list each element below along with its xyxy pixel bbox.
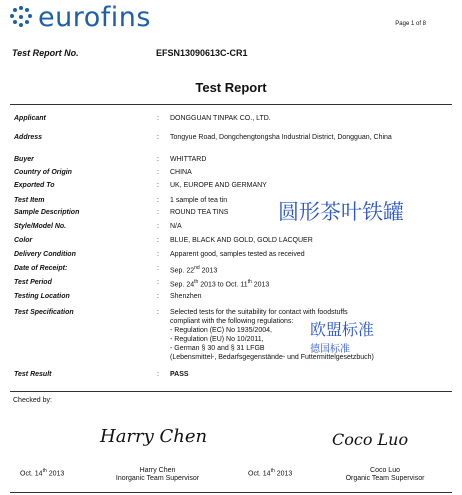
field-label: Buyer [14, 156, 34, 163]
field-value: ROUND TEA TINS [170, 209, 229, 216]
annotation-eu-standard: 欧盟标准 [310, 320, 375, 339]
field-colon: : [157, 279, 159, 286]
spec-line: Selected tests for the suitability for contact with foodstuffs [170, 309, 348, 316]
spec-line: - Regulation (EU) No 10/2011, [170, 336, 264, 343]
field-label: Style/Model No. [14, 223, 67, 230]
field-label: Color [14, 237, 33, 244]
left-signer-role: Inorganic Team Supervisor [115, 475, 200, 482]
spec-line: - Regulation (EC) No 1935/2004, [170, 327, 272, 334]
footer-divider [10, 492, 452, 493]
field-colon: : [157, 134, 159, 141]
field-value: Sep. 22nd 2013 [170, 265, 218, 275]
field-colon: : [157, 197, 159, 204]
spec-line: compliant with the following regulations: [170, 318, 294, 325]
field-value: Sep. 24th 2013 to Oct. 11th 2013 [170, 279, 270, 289]
field-label: Test Specification [14, 309, 74, 316]
right-date: Oct. 14th 2013 [248, 468, 293, 478]
field-label: Applicant [14, 115, 46, 122]
right-signer-role: Organic Team Supervisor [345, 475, 425, 482]
field-value: DONGGUAN TINPAK CO., LTD. [170, 115, 271, 122]
field-label: Address [14, 134, 43, 141]
left-signer-name: Harry Chen [139, 467, 176, 474]
field-colon: : [157, 223, 159, 230]
field-label: Delivery Condition [14, 251, 76, 258]
field-colon: : [157, 182, 159, 189]
field-label: Test Result [14, 371, 52, 378]
right-signer [330, 467, 440, 483]
field-label: Exported To [14, 182, 55, 189]
field-label: Date of Receipt: [14, 265, 68, 272]
field-value: WHITTARD [170, 156, 207, 163]
field-value: UK, EUROPE AND GERMANY [170, 182, 267, 189]
report-no-label: Test Report No. [12, 48, 79, 58]
field-colon: : [157, 265, 159, 272]
brand-name: eurofins [38, 2, 151, 33]
field-colon: : [157, 115, 159, 122]
eurofins-logo-icon [10, 6, 32, 28]
field-colon: : [157, 169, 159, 176]
checked-by-label: Checked by: [13, 397, 52, 404]
spec-line: - German § 30 and § 31 LFGB [170, 345, 265, 352]
field-colon: : [157, 309, 159, 316]
field-colon: : [157, 293, 159, 300]
field-colon: : [157, 209, 159, 216]
report-number: EFSN13090613C-CR1 [156, 48, 248, 58]
field-value: N/A [170, 223, 182, 230]
field-value: Tongyue Road, Dongchengtongsha Industrial District, Dongguan, China [170, 134, 392, 141]
field-label: Sample Description [14, 209, 80, 216]
field-value: Shenzhen [170, 293, 202, 300]
page-title: Test Report [195, 80, 267, 95]
field-colon: : [157, 251, 159, 258]
field-colon: : [157, 156, 159, 163]
field-colon: : [157, 371, 159, 378]
signature-coco-luo: Coco Luo [332, 430, 409, 449]
field-label: Country of Origin [14, 169, 72, 176]
result-value: PASS [170, 371, 189, 378]
field-label: Test Period [14, 279, 52, 286]
field-colon: : [157, 237, 159, 244]
field-label: Test Item [14, 197, 45, 204]
field-label: Testing Location [14, 293, 70, 300]
signature-harry-chen: Harry Chen [100, 426, 208, 447]
page-number: Page 1 of 8 [395, 21, 426, 27]
field-value: BLUE, BLACK AND GOLD, GOLD LACQUER [170, 237, 313, 244]
field-value: CHINA [170, 169, 192, 176]
left-date: Oct. 14th 2013 [20, 468, 65, 478]
spec-line: (Lebensmittel-, Bedarfsgegenstände- und Futtermittelgesetzbuch) [170, 354, 374, 361]
field-value: 1 sample of tea tin [170, 197, 228, 204]
report-details-table [10, 104, 452, 392]
annotation-german-standard: 德国标准 [310, 344, 350, 355]
right-signer-name: Coco Luo [370, 467, 400, 474]
annotation-round-tin: 圆形茶叶铁罐 [278, 200, 404, 224]
field-value: Apparent good, samples tested as received [170, 251, 305, 258]
left-signer [100, 467, 215, 483]
